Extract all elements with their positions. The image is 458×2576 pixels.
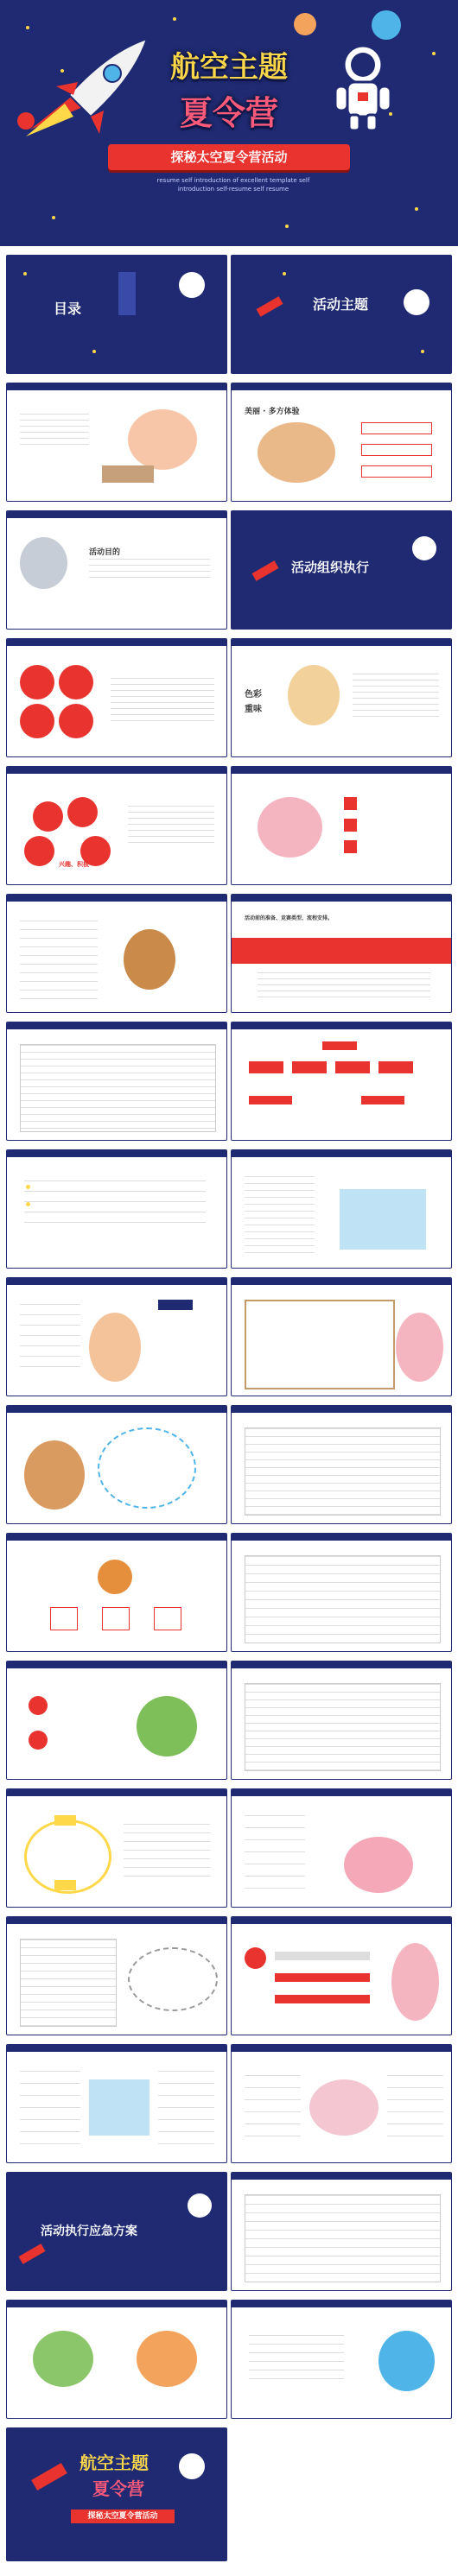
- slide-10[interactable]: [6, 766, 227, 885]
- text-box: [361, 465, 432, 478]
- rocket-icon: [252, 560, 279, 581]
- slide-29[interactable]: [231, 1916, 452, 2035]
- slide-execution[interactable]: [231, 510, 452, 630]
- slide-title: 美丽 · 多方体验: [245, 408, 300, 416]
- slide-26[interactable]: [6, 1788, 227, 1908]
- closing-title-line1: 航空主题: [80, 2453, 149, 2473]
- text-box: [361, 444, 432, 456]
- circle-red: [20, 704, 54, 738]
- slide-12[interactable]: [6, 894, 227, 1013]
- rocket-icon: [19, 2244, 46, 2264]
- slide-8[interactable]: [6, 638, 227, 757]
- slide-11[interactable]: [231, 766, 452, 885]
- slide-9[interactable]: [231, 638, 452, 757]
- slide-18[interactable]: [6, 1277, 227, 1396]
- table: [245, 1683, 441, 1771]
- plane-icon: [29, 1696, 48, 1715]
- schedule-table: [20, 1044, 216, 1132]
- table: [245, 1555, 441, 1643]
- cover-title-line1: 航空主题: [170, 50, 288, 85]
- banner: [232, 938, 452, 964]
- slide-title: 活动目的: [89, 548, 121, 557]
- slide-title: 活动组织执行: [291, 560, 370, 575]
- closing-title-line2: 夏令营: [92, 2478, 144, 2499]
- slide-17[interactable]: [231, 1149, 452, 1269]
- slide-13[interactable]: [231, 894, 452, 1013]
- circle-red: [59, 665, 93, 699]
- slide-24[interactable]: [6, 1661, 227, 1780]
- kid-illustration: [89, 1313, 141, 1382]
- slide-14[interactable]: [6, 1022, 227, 1141]
- astronaut-icon: [179, 272, 205, 298]
- closing-ribbon: [71, 2510, 175, 2523]
- illustration: [309, 2079, 378, 2136]
- cover-ribbon: [108, 144, 350, 170]
- planet-icon: [372, 10, 401, 40]
- lion-illustration: [124, 929, 175, 990]
- island-illustration: [137, 1696, 197, 1756]
- star-icon: [173, 17, 176, 21]
- slide-4[interactable]: [6, 383, 227, 502]
- slide-5[interactable]: [231, 383, 452, 502]
- ice-illustration: [340, 1189, 426, 1250]
- slide-27[interactable]: [231, 1788, 452, 1908]
- kid-illustration: [391, 1943, 439, 2021]
- kids-illustration: [137, 2331, 197, 2387]
- star-icon: [415, 207, 418, 211]
- slide-19[interactable]: [231, 1277, 452, 1396]
- table: [245, 2194, 441, 2282]
- text-box: [361, 422, 432, 434]
- illustration: [288, 665, 340, 725]
- lion-icon: [98, 1560, 132, 1594]
- slide-16[interactable]: [6, 1149, 227, 1269]
- table: [20, 1939, 117, 2027]
- slide-emergency[interactable]: [6, 2172, 227, 2291]
- slide-22[interactable]: [6, 1533, 227, 1652]
- kid-illustration: [344, 1837, 413, 1893]
- slide-toc[interactable]: [6, 255, 227, 374]
- cover-subtitle: resume self introduction of excellent template self introduction self-resume self resume: [156, 177, 310, 193]
- slide-34[interactable]: [6, 2300, 227, 2419]
- slide-30[interactable]: [6, 2044, 227, 2163]
- label: 重味: [245, 705, 262, 714]
- slide-6[interactable]: [6, 510, 227, 630]
- slide-15[interactable]: [231, 1022, 452, 1141]
- panel: [118, 272, 136, 315]
- label: 色彩: [245, 690, 262, 699]
- slide-33[interactable]: [231, 2172, 452, 2291]
- house-illustration: [258, 422, 335, 483]
- cover-slide: [0, 0, 458, 246]
- slide-title: 活动前的准备、竞赛类型、流程安排。: [245, 915, 334, 921]
- circle-red: [20, 665, 54, 699]
- table: [245, 1427, 441, 1516]
- closing-ribbon-text: 探秘太空夏令营活动: [87, 2512, 158, 2521]
- ice-illustration: [89, 2079, 149, 2136]
- cover-ribbon-text: 探秘太空夏令营活动: [170, 149, 288, 165]
- slide-title: 活动执行应急方案: [41, 2225, 137, 2238]
- elephant-illustration: [20, 537, 67, 589]
- illustration: [128, 409, 197, 470]
- plane-icon: [158, 1300, 193, 1310]
- search-icon: [29, 1731, 48, 1750]
- slide-23[interactable]: [231, 1533, 452, 1652]
- speech-bubble: [128, 1947, 218, 2011]
- speech-bubble: [98, 1427, 196, 1509]
- kid-illustration: [24, 1440, 85, 1510]
- rocket-icon: [257, 296, 283, 317]
- slide-25[interactable]: [231, 1661, 452, 1780]
- slide-35[interactable]: [231, 2300, 452, 2419]
- slide-theme[interactable]: [231, 255, 452, 374]
- slide-28[interactable]: [6, 1916, 227, 2035]
- slide-21[interactable]: [231, 1405, 452, 1524]
- frame-illustration: [245, 1300, 395, 1389]
- astronaut-icon: [404, 289, 429, 315]
- star-icon: [26, 26, 29, 29]
- slide-title: 活动主题: [313, 296, 369, 313]
- slide-20[interactable]: [6, 1405, 227, 1524]
- cover-title-line2: 夏令营: [179, 94, 278, 132]
- astronaut-icon: [188, 2193, 212, 2218]
- astronaut-illustration: [378, 2331, 435, 2391]
- slide-title: 目录: [54, 301, 82, 317]
- kid-illustration: [396, 1313, 443, 1382]
- star-icon: [52, 216, 55, 219]
- rocket-icon: [31, 2463, 67, 2491]
- slide-31[interactable]: [231, 2044, 452, 2163]
- slide-closing[interactable]: [6, 2427, 227, 2561]
- circle-red: [59, 704, 93, 738]
- astronaut-icon: [179, 2453, 205, 2479]
- fence-illustration: [102, 465, 154, 483]
- star-icon: [285, 225, 289, 228]
- planet-icon: [294, 13, 316, 35]
- kid-illustration: [258, 797, 322, 858]
- kids-illustration: [33, 2331, 93, 2387]
- label: 兴趣、积极: [59, 861, 89, 868]
- astronaut-icon: [412, 536, 436, 560]
